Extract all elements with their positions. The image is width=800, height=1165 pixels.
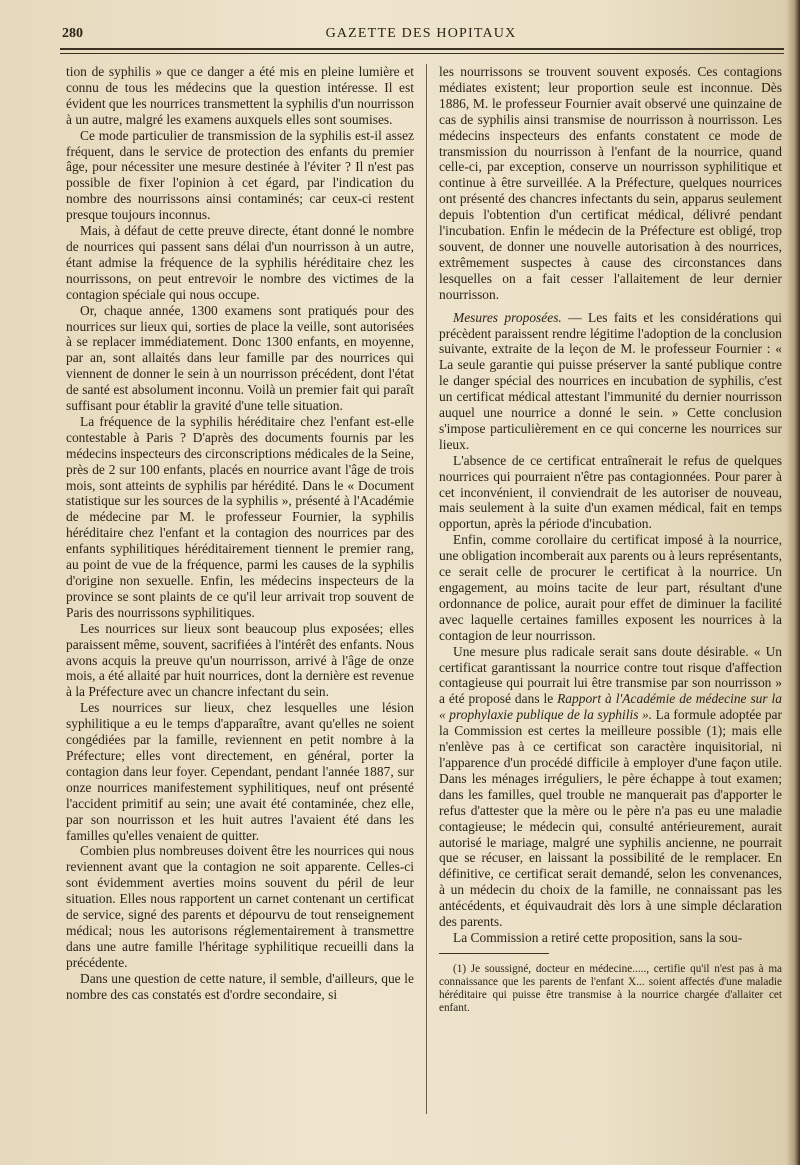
paragraph: tion de syphilis » que ce danger a été mis en pleine lumière et connu de tous les médecins que la question intéresse. Il est évident que les nourrices transmettent la syphilis d'un nourrisson à un autre, malgré les examens auxquels elles sont soumises. <box>66 64 414 127</box>
paragraph: Mais, à défaut de cette preuve directe, étant donné le nombre de nourrices qui passent sans délai d'un nourrisson à un autre, étant admise la fréquence de la syphilis héréditaire chez les nourrissons, on peut entrevoir le nombre des victimes de la contagion spéciale qui nous occupe. <box>66 223 414 302</box>
paragraph: Enfin, comme corollaire du certificat imposé à la nourrice, une obligation incomberait aux parents ou à leurs représentants, ce serait celle de procurer le certificat à la nourrice. Un engagement, au moins tacite de leur part, résultant d'une ordonnance de police, aurait pour effet de diminuer la facilité avec laquelle certaines familles exposent les nourrices à la contagion de leur nourrisson. <box>439 532 782 643</box>
section-heading: Mesures proposées. <box>453 309 562 325</box>
page-edge-shadow <box>786 0 800 1165</box>
page-header <box>60 22 782 44</box>
paragraph: Ce mode particulier de transmission de la syphilis est-il assez fréquent, dans le service de protection des enfants du premier âge, pour nécessiter une mesure destinée à l'éviter ? Il n'est pas possible de fixer l'opinion à cet égard, par l'indication du nombre des nourrissons ainsi contaminés; car ceux-ci restent presque toujours inconnus. <box>66 127 414 223</box>
paragraph: Les nourrices sur lieux, chez lesquelles une lésion syphilitique a eu le temps d'apparaître, avant qu'elles ne soient congédiées par la famille, reviennent en petit nombre à la Préfecture; elles vont directement, en général, porter la contagion dans leur foyer. Cependant, pendant l'année 1887, sur onze nourrices manifestement syphilitiques, neuf ont présenté l'accident primitif au sein; une avait été contaminée, chez elle, par son nourrisson et les huit autres l'avaient été dans les familles qu'elles venaient de quitter. <box>66 700 414 843</box>
footnote-rule <box>439 953 549 954</box>
paragraph: les nourrissons se trouvent souvent exposés. Ces contagions médiates existent; leur proportion seule est inconnue. Dès 1886, M. le professeur Fournier avait observé une quinzaine de cas de syphilis ainsi transmise de nourrisson à nourrisson. Les médecins inspecteurs des enfants constatent ce mode de transmission du nourrisson à l'enfant de la nourrice, quand celle-ci, par exception, conserve un nourrisson syphilitique et continue à être surveillée. A la Préfecture, quelques nourrices ont présenté des chancres infectants du sein, apparus seulement depuis l'obtention d'un certificat médical, délivré pendant l'incubation. Enfin le médecin de la Préfecture est obligé, trop souvent, de donner une nouvelle autorisation à des nourrices, extrêmement suspectes à cause des circonstances dans lesquelles on a fait cesser l'allaitement de leur dernier nourrisson. <box>439 64 782 302</box>
paragraph: La fréquence de la syphilis héréditaire chez l'enfant est-elle contestable à Paris ? D'après des documents fournis par les médecins inspecteurs des circonscriptions médicales de la Seine, près de 2 sur 100 enfants, placés en nourrice avant l'âge de trois mois, sont atteints de syphilis par hérédité. Dans le « Document statistique sur les sources de la syphilis », présenté à l'Académie de médecine par M. le professeur Fournier, la syphilis héréditaire chez l'enfant et la contagion des nourrices par des enfants syphilitiques héréditairement tiennent le premier rang, au point de vue de la fréquence, parmi les causes de la syphilis d'origine non sexuelle. Enfin, les médecins inspecteurs de la province se sont plaints de ce qu'il leur arrivait trop souvent de Paris des nourrissons syphilitiques. <box>66 413 414 620</box>
footnote: (1) Je soussigné, docteur en médecine....., certifie qu'il n'est pas à ma connaissance que les parents de l'enfant X... soient affectés d'une maladie héréditaire qui puisse être transmise à la nourrice chargée d'allaiter cet enfant. <box>439 962 782 1014</box>
paragraph-text: La formule adoptée par la Commission est certes la meilleure possible (1); mais elle n'enlève pas à ce certificat son caractère inquisitorial, ni l'apparence d'un procédé difficile à employer d'une façon utile. Dans les ménages irréguliers, le père échappe à tout examen; dans les familles, quel trouble ne manquerait pas d'apporter le refus d'attester que la mère ou le père n'a pas eu une maladie contagieuse; le médecin qui, consulté antérieurement, aurait autorisé le mariage, malgré une syphilis ancienne, ne pourrait que se récuser, en laissant la possibilité de le remplacer. En définitive, ce certificat serait demandé, selon les convenances, à un médecin du choix de la famille, ne connaissant pas les antécédents, et équivaudrait dès lors à une simple déclaration des parents. <box>439 707 782 930</box>
paragraph: Dans une question de cette nature, il semble, d'ailleurs, que le nombre des cas constatés est d'ordre secondaire, si <box>66 970 414 1002</box>
right-column <box>439 64 782 1015</box>
running-title: GAZETTE DES HOPITAUX <box>325 26 517 41</box>
header-rule-thick <box>60 48 784 50</box>
section-paragraph <box>439 310 782 453</box>
section-text: — Les faits et les considérations qui précèdent paraissent rendre légitime l'adoption de la conclusion suivante, extraite de la leçon de M. le professeur Fournier : « La seule garantie qui puisse préserver la santé publique contre le danger spécial des nourrices en incubation de syphilis, c'est un certificat médical attestant l'immunité du dernier nourrisson auquel une nourrice a donné le sein. » Cette conclusion s'impose particulièrement en ce qui concerne les nourrices sur lieux. <box>439 309 783 452</box>
paragraph: Or, chaque année, 1300 examens sont pratiqués pour des nourrices sur lieux qui, sorties de place la veille, sont autorisées à se replacer immédiatement. Donc 1300 enfants, en moyenne, par an, sont allaités dans leur famille par des nourrices qui viennent de donner le sein à un nourrisson précédent, dont l'état de santé est absolument inconnu. Voilà un premier fait qui paraît suffisant pour établir la gravité d'une telle situation. <box>66 302 414 414</box>
paragraph: L'absence de ce certificat entraînerait le refus de quelques nourrices qui pourraient n'être pas contagionnées. Pour parer à cet inconvénient, il conviendrait de les autoriser de nouveau, mais seulement à la suite d'un examen médical, fait en temps opportun, après la période d'incubation. <box>439 452 782 532</box>
column-divider <box>426 64 427 1114</box>
paragraph: La Commission a retiré cette proposition, sans la sou- <box>453 929 743 945</box>
page-number: 280 <box>62 26 83 41</box>
paragraph: Combien plus nombreuses doivent être les nourrices qui nous reviennent avant que la contagion ne soit apparente. Celles-ci sont évidemment averties moins souvent du péril de leur situation. Elles nous rapportent un carnet contenant un certificat de service, signé des parents et dépourvu de tout renseignement médical; nous les autorisons réglementairement à transmettre dans une autre famille l'héritage syphilitique recueilli dans la précédente. <box>66 843 414 970</box>
paragraph-text: Une mesure plus radicale serait sans doute désirable. « Un certificat garantissant la nourrice contre tout risque d'affection contagieuse qui pourrait lui être transmise par son nourrisson » a été proposé dans le <box>439 643 782 707</box>
header-rule-thin <box>60 53 784 54</box>
report-title: Rapport à l'Académie de médecine sur la « prophylaxie publique de la syphilis ». <box>439 691 782 723</box>
paragraph <box>439 644 782 930</box>
left-column <box>66 64 414 1002</box>
paragraph: Les nourrices sur lieux sont beaucoup plus exposées; elles paraissent même, souvent, sacrifiées à l'intérêt des enfants. Nous avons acquis la preuve qu'un nourrisson, arrivé à l'âge de onze mois, a été allaité par huit nourrices, dont la dernière est revenue à la Préfecture avec un chancre infectant du sein. <box>66 620 414 700</box>
